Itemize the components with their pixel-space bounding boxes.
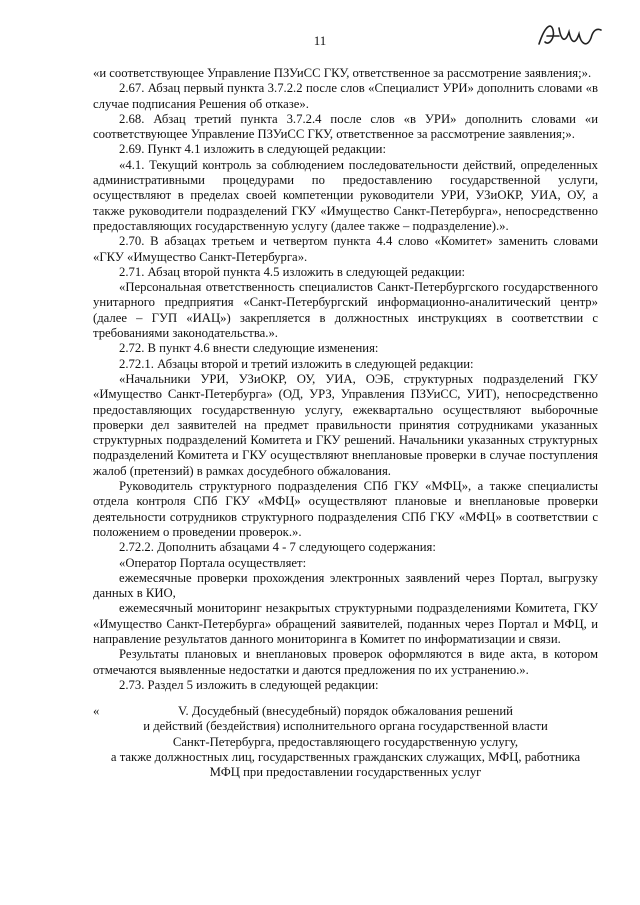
heading-line: Санкт-Петербурга, предоставляющего государственную услугу, <box>172 734 519 749</box>
paragraph: ежемесячные проверки прохождения электронных заявлений через Портал, выгрузку данных в КИО, <box>93 570 598 601</box>
paragraph: 2.69. Пункт 4.1 изложить в следующей редакции: <box>119 142 386 157</box>
heading-line: МФЦ при предоставлении государственных услуг <box>209 765 482 780</box>
section-heading <box>93 704 598 780</box>
paragraph: «и соответствующее Управление ПЗУиСС ГКУ, ответственное за рассмотрение заявления;». <box>93 66 592 80</box>
paragraph: 2.72.1. Абзацы второй и третий изложить в следующей редакции: <box>119 356 474 371</box>
paragraph: 2.72. В пункт 4.6 внести следующие изменения: <box>119 341 379 356</box>
paragraph: 2.70. В абзацах третьем и четвертом пункта 4.4 слово «Комитет» заменить словами «ГКУ «Имущество Санкт-Петербурга». <box>93 234 598 264</box>
heading-line: и действий (бездействия) исполнительного органа государственной власти <box>143 719 548 734</box>
paragraph: 2.67. Абзац первый пункта 3.7.2.2 после слов «Специалист УРИ» дополнить словами «в случае подписания Решения об отказе». <box>93 81 598 111</box>
opening-quote: « <box>93 704 100 719</box>
paragraph: 2.71. Абзац второй пункта 4.5 изложить в следующей редакции: <box>119 264 466 279</box>
paragraph: «Персональная ответственность специалистов Санкт-Петербургского государственного унитарного предприятия «Санкт-Петербургский информационно-аналитический центр» (далее – ГУП «ИАЦ») закрепляется в должностных инструкциях в соответствии с требованиями законодательства.». <box>93 280 598 341</box>
paragraph: ежемесячный мониторинг незакрытых структурными подразделениями Комитета, ГКУ «Имущество Санкт-Петербурга» обращений заявителей, поданных через Портал и МФЦ, и направление результатов данного мониторинга в Комитет по информатизации и связи. <box>93 601 598 646</box>
paragraph: «Начальники УРИ, УЗиОКР, ОУ, УИА, ОЭБ, структурных подразделений ГКУ «Имущество Санкт-Петербурга» (ОД, УРЗ, Управления ПЗУиСС, УИТ), непосредственно предоставляющих государственную услугу, ежеквартально осуществляют выборочные проверки дел заявителей на предмет правильности принятия сотрудниками указанных структурных подразделений Комитета и ГКУ решений. Начальники указанных структурных подразделений Комитета и ГКУ осуществляют внеплановые проверки в случае поступления жалоб (претензий) в рамках досудебного обжалования. <box>93 371 598 478</box>
paragraph: Результаты плановых и внеплановых проверок оформляются в виде акта, в котором отмечаются выявленные недостатки и даются предложения по их устранению.». <box>93 647 598 677</box>
paragraph: «4.1. Текущий контроль за соблюдением последовательности действий, определенных административными процедурами по предоставлению государственной услуги, осуществляют в пределах своей компетенции руководители УРИ, УЗиОКР, УИА, ОУ, а также руководители подразделений ГКУ «Имущество Санкт-Петербурга», непосредственно предоставляющих государственную услугу (далее также – подразделение).». <box>93 157 598 233</box>
heading-line: а также должностных лиц, государственных гражданских служащих, МФЦ, работника <box>110 750 581 765</box>
paragraph: 2.73. Раздел 5 изложить в следующей редакции: <box>119 677 379 692</box>
heading-line: V. Досудебный (внесудебный) порядок обжалования решений <box>178 704 513 719</box>
document-body <box>93 66 598 781</box>
paragraph: «Оператор Портала осуществляет: <box>119 555 307 570</box>
page-number: 11 <box>313 33 327 48</box>
paragraph: 2.72.2. Дополнить абзацами 4 - 7 следующего содержания: <box>119 540 436 555</box>
paragraph: 2.68. Абзац третий пункта 3.7.2.4 после слов «в УРИ» дополнить словами «и соответствующее Управление ПЗУиСС ГКУ, ответственное за рассмотрение заявления;». <box>93 111 598 142</box>
paragraph: Руководитель структурного подразделения СПб ГКУ «МФЦ», а также специалисты отдела контроля СПб ГКУ «МФЦ» осуществляют плановые и внеплановые проверки деятельности сотрудников структурного подразделения СПб ГКУ «МФЦ» в соответствии с положением о проведении проверок.». <box>93 479 598 539</box>
handwritten-signature <box>535 18 605 52</box>
